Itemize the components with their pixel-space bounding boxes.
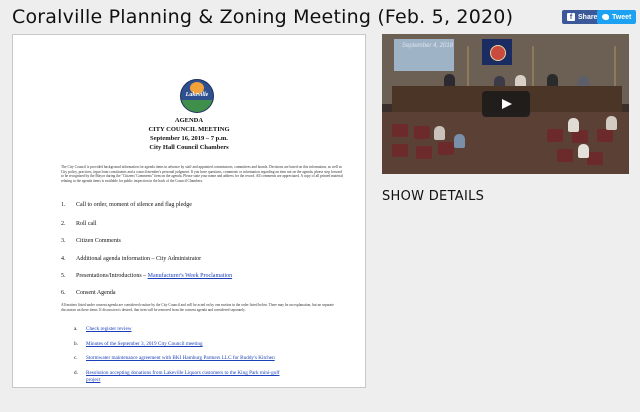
agenda-item: 3. Citizen Comments (61, 238, 121, 244)
audience-chair (392, 124, 408, 137)
consent-item-continuation: project (86, 377, 101, 383)
manufacturers-week-link[interactable]: Manufacturer's Week Proclamation (147, 273, 233, 279)
show-details-link[interactable]: SHOW DETAILS (382, 189, 485, 204)
consent-item-link[interactable]: Stormwater maintenance agreement with BKI Hamburg Partners LLC for Buddy's Kitchen (86, 355, 275, 361)
audience-member (454, 134, 465, 148)
facebook-icon: f (567, 13, 575, 21)
consent-item-link[interactable]: Resolution accepting donations from Lakeville Liquors customers to the King Park mini-golf (86, 370, 280, 376)
meeting-date: September 16, 2019 – 7 p.m. (150, 135, 228, 142)
audience-chair (414, 126, 430, 139)
consent-agenda-note: All matters listed under consent agenda are considered routine by the City Council and will be acted on by one motion in the order listed below. There may be an explanation, but no separate discussion on these items. If discussion is desired, that item will be removed from the consent agenda and considered separately. (61, 303, 334, 312)
consent-item: c. Stormwater maintenance agreement with BKI Hamburg Partners LLC for Buddy's Kitchen (74, 355, 275, 361)
page-title: Coralville Planning & Zoning Meeting (Feb. 5, 2020) (12, 6, 514, 28)
video-play-button[interactable] (482, 91, 530, 117)
meeting-title: CITY COUNCIL MEETING (148, 126, 230, 133)
twitter-bird-icon (602, 14, 609, 20)
agenda-item: 2. Roll call (61, 221, 97, 227)
play-icon (502, 99, 512, 109)
agenda-item: 6. Consent Agenda (61, 290, 116, 296)
audience-member (578, 144, 589, 158)
agenda-item: 5. Presentations/Introductions – Manufacturer's Week Proclamation (61, 273, 233, 279)
audience-chair (597, 129, 613, 142)
agenda-intro-text: The City Council is provided background information for agenda items in advance by staff and appointed commissions, committees and boards. Decisions are based on this information, as well as City policy, practices, input from constituents and a council member's personal judgment. If you have questions, comments or information regarding an item not on the agenda, please step forward to be recognized by the Mayor during the "Citizens' Comments" item on the agenda. Please state your name and address for the record. All comments are appreciated. A copy of all printed material relating to the agenda items is available for public inspection in the back of the Council Chambers. (61, 165, 343, 184)
agenda-item: 1. Call to order, moment of silence and flag pledge (61, 202, 192, 208)
twitter-tweet-label: Tweet (612, 13, 632, 21)
audience-member (606, 116, 617, 130)
consent-item-link[interactable]: Check register review (86, 326, 132, 332)
meeting-location: City Hall Council Chambers (149, 144, 229, 151)
audience-member (568, 118, 579, 132)
twitter-tweet-button[interactable] (597, 10, 636, 24)
agenda-document-viewer[interactable] (12, 34, 366, 388)
agenda-heading: AGENDA (174, 117, 204, 124)
video-timestamp-overlay: September 4, 2018 (402, 43, 454, 49)
audience-chair (438, 142, 454, 155)
video-player[interactable] (382, 34, 629, 174)
consent-item: b. Minutes of the September 3, 2019 City Council meeting (74, 341, 203, 347)
consent-item: d. Resolution accepting donations from Lakeville Liquors customers to the King Park mini-golf (74, 370, 280, 376)
lakeville-logo (180, 79, 214, 113)
agenda-item: 4. Additional agenda information – City Administrator (61, 256, 202, 262)
audience-chair (557, 149, 573, 162)
consent-item-link[interactable]: Minutes of the September 3, 2019 City Council meeting (86, 341, 203, 347)
audience-chair (587, 152, 603, 165)
audience-chair (392, 144, 408, 157)
audience-member (434, 126, 445, 140)
audience-chair (416, 146, 432, 159)
consent-item: a. Check register review (74, 326, 132, 332)
audience-chair (547, 129, 563, 142)
facebook-share-label: Share (578, 13, 598, 21)
logo-text: Lakeville (185, 92, 209, 98)
city-seal-image (482, 39, 512, 65)
